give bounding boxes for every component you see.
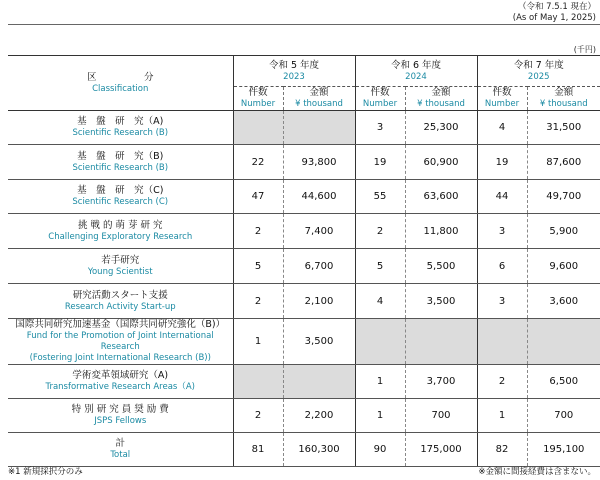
number-en: Number	[362, 99, 398, 109]
table-row	[8, 214, 600, 249]
row-label-en: JSPS Fellows	[94, 416, 147, 426]
cell-amount: 3,500	[283, 319, 355, 365]
cell-number	[233, 111, 283, 145]
cell-number: 47	[233, 180, 283, 214]
as-of-date	[513, 2, 596, 24]
number-jp: 件数	[370, 87, 390, 98]
cell-amount: 5,900	[527, 214, 600, 249]
cell-number: 1	[233, 319, 283, 365]
cell-number: 2	[355, 214, 405, 249]
cell-amount: 87,600	[527, 145, 600, 180]
cell-number: 2	[233, 399, 283, 433]
cell-amount: 3,500	[405, 284, 477, 319]
table-row	[8, 111, 600, 145]
year-jp: 令和 6 年度	[390, 59, 442, 71]
row-label-jp: 挑 戦 的 萌 芽 研 究	[77, 219, 163, 231]
cell-amount: 7,400	[283, 214, 355, 249]
cell-amount: 6,700	[283, 249, 355, 284]
cell-number: 19	[355, 145, 405, 180]
number-header	[477, 87, 527, 111]
cell-amount: 700	[405, 399, 477, 433]
amount-header	[527, 87, 600, 111]
row-classification	[8, 180, 233, 214]
cell-amount	[405, 319, 477, 365]
year-jp: 令和 7 年度	[513, 59, 564, 71]
table-row	[8, 365, 600, 399]
cell-number: 2	[233, 284, 283, 319]
table-row	[8, 319, 600, 365]
cell-number: 4	[477, 111, 527, 145]
row-label-jp: 国際共同研究加速基金（国際共同研究強化（B)）	[15, 319, 226, 330]
row-label-en-2: (Fostering Joint International Research (B))	[29, 353, 211, 363]
table-row	[8, 284, 600, 319]
cell-number	[355, 319, 405, 365]
number-en: Number	[484, 99, 520, 109]
amount-jp: 金額	[554, 87, 574, 98]
number-jp: 件数	[248, 87, 268, 98]
cell-number: 22	[233, 145, 283, 180]
year-header-2024	[355, 56, 477, 87]
cell-amount: 2,100	[283, 284, 355, 319]
row-label-en: Young Scientist	[87, 266, 153, 277]
row-label-en: Fund for the Promotion of Joint International Research	[26, 331, 214, 352]
row-classification	[8, 111, 233, 145]
cell-number	[477, 319, 527, 365]
amount-jp: 金額	[431, 87, 451, 98]
cell-amount: 25,300	[405, 111, 477, 145]
table-row	[8, 180, 600, 214]
cell-amount: 9,600	[527, 249, 600, 284]
footnote-indirect-costs: ※金額に間接経費は含まない。	[478, 467, 596, 477]
row-classification	[8, 284, 233, 319]
classification-en: Classification	[92, 83, 149, 94]
cell-number: 81	[233, 433, 283, 467]
row-label-en: Scientific Research (B)	[72, 128, 169, 138]
table-row	[8, 145, 600, 180]
table-row	[8, 249, 600, 284]
row-label-jp: 基 盤 研 究（A)	[77, 116, 164, 127]
row-label-jp: 基 盤 研 究（B)	[77, 150, 164, 162]
footnote-new-adoptions: ※1 新規採択分のみ	[8, 467, 83, 477]
amount-header	[283, 87, 355, 111]
cell-number: 1	[477, 399, 527, 433]
row-classification	[8, 145, 233, 180]
cell-number: 90	[355, 433, 405, 467]
row-label-en: Challenging Exploratory Research	[48, 231, 193, 242]
number-header	[233, 87, 283, 111]
row-label-jp: 基 盤 研 究（C)	[77, 185, 164, 196]
amount-en: ¥ thousand	[417, 99, 465, 109]
cell-amount	[527, 319, 600, 365]
number-header	[355, 87, 405, 111]
cell-number: 1	[355, 399, 405, 433]
row-label-en: Scientific Research (B)	[72, 162, 169, 173]
as-of-date-jp: （令和 7.5.1 現在）	[517, 2, 596, 12]
cell-amount: 63,600	[405, 180, 477, 214]
cell-number: 3	[477, 214, 527, 249]
row-label-jp: 若手研究	[101, 254, 140, 266]
amount-header	[405, 87, 477, 111]
cell-amount: 195,100	[527, 433, 600, 467]
year-en: 2024	[405, 71, 427, 82]
cell-number: 3	[355, 111, 405, 145]
cell-amount: 5,500	[405, 249, 477, 284]
unit-label: (千円)	[573, 45, 596, 54]
amount-en: ¥ thousand	[295, 99, 343, 109]
cell-amount: 160,300	[283, 433, 355, 467]
cell-amount: 700	[527, 399, 600, 433]
cell-amount	[283, 365, 355, 399]
cell-amount: 3,600	[527, 284, 600, 319]
cell-number: 4	[355, 284, 405, 319]
row-classification	[8, 433, 233, 467]
top-rule	[8, 24, 600, 25]
as-of-date-en: (As of May 1, 2025)	[512, 13, 596, 23]
cell-amount: 175,000	[405, 433, 477, 467]
cell-number: 2	[233, 214, 283, 249]
cell-amount: 11,800	[405, 214, 477, 249]
number-jp: 件数	[492, 87, 512, 98]
cell-number: 82	[477, 433, 527, 467]
cell-number: 19	[477, 145, 527, 180]
cell-amount: 3,700	[405, 365, 477, 399]
row-label-en: Research Activity Start-up	[64, 301, 176, 312]
cell-amount: 31,500	[527, 111, 600, 145]
year-en: 2025	[527, 71, 550, 82]
number-en: Number	[240, 99, 276, 109]
cell-number: 1	[355, 365, 405, 399]
row-classification	[8, 399, 233, 433]
cell-amount	[283, 111, 355, 145]
row-label-jp: 特 別 研 究 員 奨 励 費	[71, 404, 169, 415]
year-en: 2023	[283, 71, 305, 82]
cell-amount: 49,700	[527, 180, 600, 214]
cell-number: 3	[477, 284, 527, 319]
row-classification	[8, 249, 233, 284]
cell-amount: 2,200	[283, 399, 355, 433]
amount-en: ¥ thousand	[539, 99, 588, 109]
row-label-en: Total	[110, 450, 131, 460]
table-row	[8, 399, 600, 433]
classification-header	[8, 56, 233, 111]
cell-number: 55	[355, 180, 405, 214]
row-classification	[8, 214, 233, 249]
row-label-jp: 計	[115, 438, 125, 449]
classification-jp: 区 分	[86, 71, 154, 83]
row-classification	[8, 365, 233, 399]
cell-number: 6	[477, 249, 527, 284]
cell-number	[233, 365, 283, 399]
year-jp: 令和 5 年度	[268, 59, 320, 71]
table-body	[8, 111, 600, 467]
cell-number: 5	[355, 249, 405, 284]
year-header-2023	[233, 56, 355, 87]
cell-amount: 93,800	[283, 145, 355, 180]
amount-jp: 金額	[309, 87, 329, 98]
year-header-2025	[477, 56, 600, 87]
cell-amount: 60,900	[405, 145, 477, 180]
table-row	[8, 433, 600, 467]
cell-amount: 6,500	[527, 365, 600, 399]
row-label-jp: 学術変革領域研究（A)	[72, 370, 169, 381]
row-label-en: Scientific Research (C)	[72, 197, 169, 207]
row-label-en: Transformative Research Areas（A)	[45, 382, 195, 392]
cell-number: 2	[477, 365, 527, 399]
grants-table	[8, 55, 600, 467]
row-label-jp: 研究活動スタート支援	[72, 289, 168, 301]
cell-number: 44	[477, 180, 527, 214]
cell-amount: 44,600	[283, 180, 355, 214]
row-classification	[8, 319, 233, 365]
cell-number: 5	[233, 249, 283, 284]
